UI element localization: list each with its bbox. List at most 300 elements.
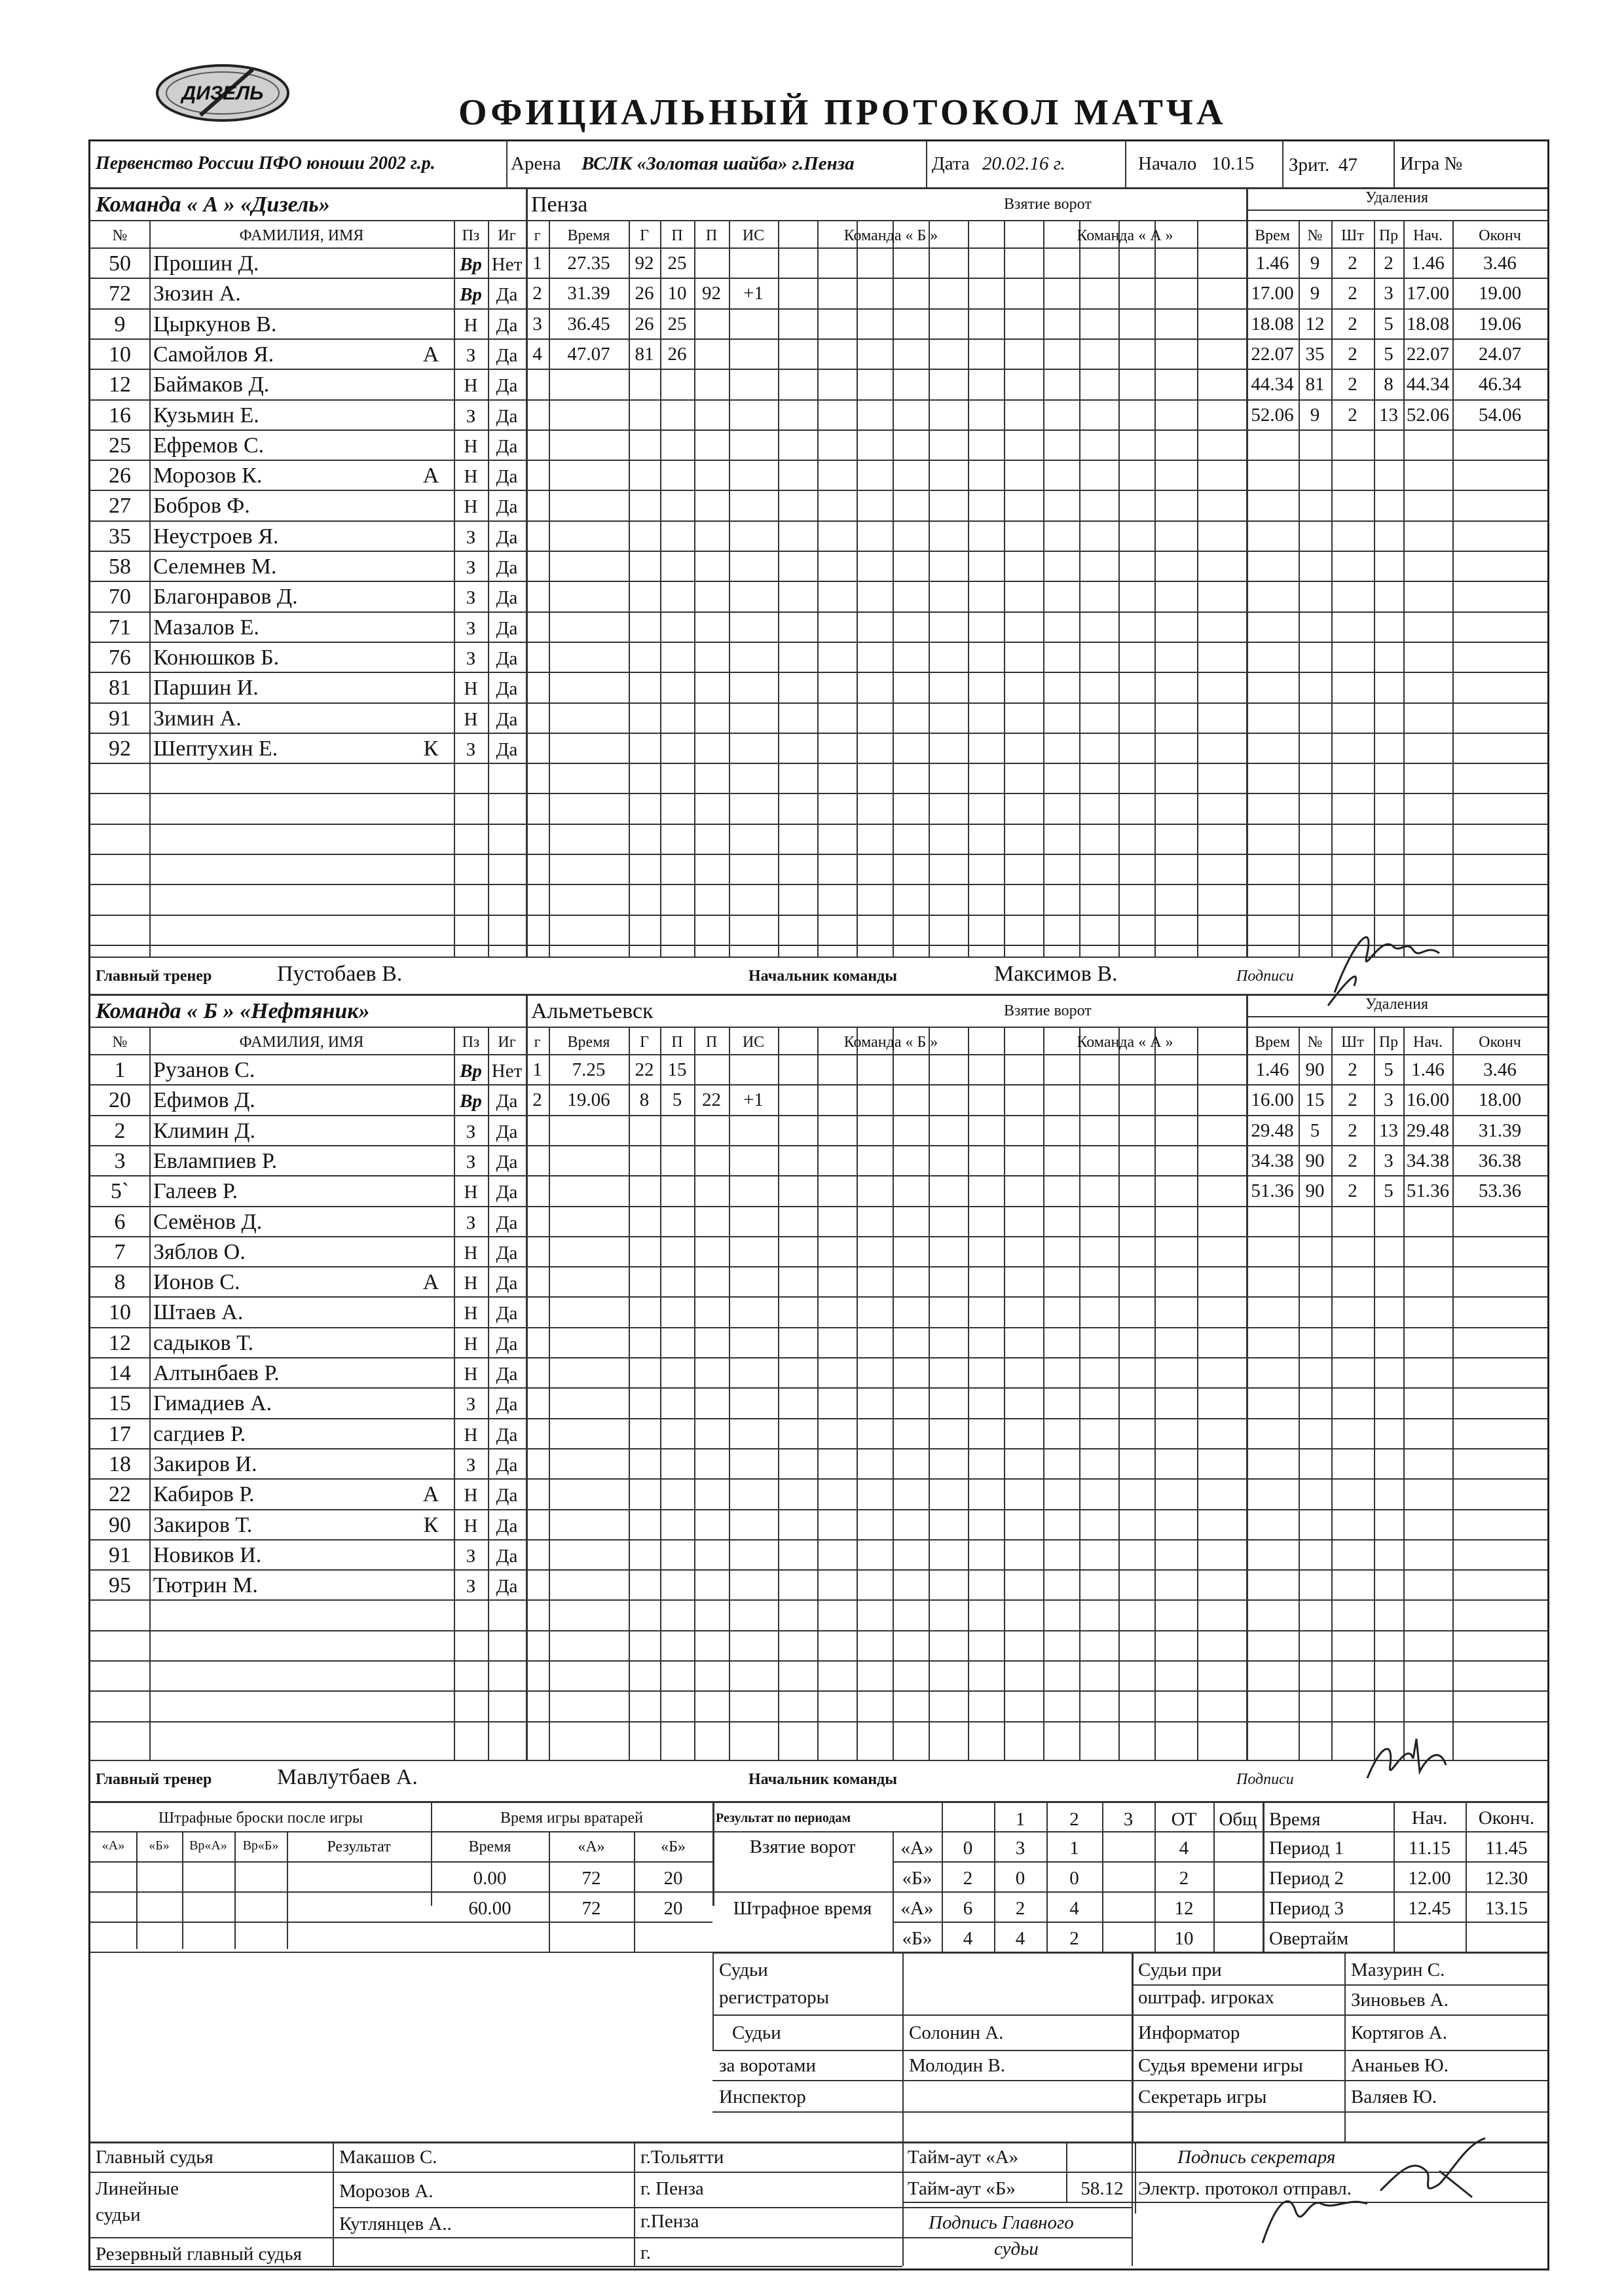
team_a-player-number: 92	[109, 736, 131, 761]
goal-judge-1: Солонин А.	[909, 2022, 1004, 2043]
team_a-player-position: Н	[464, 678, 478, 700]
team_a-player-name: Цыркунов В.	[153, 312, 277, 337]
team_b-player-played: Да	[496, 1454, 518, 1476]
h-line	[90, 1630, 1547, 1631]
v-line	[1004, 220, 1005, 957]
team_a-penalty-end: 24.07	[1478, 343, 1522, 365]
v-line	[712, 1952, 714, 2050]
h-line	[1263, 1831, 1547, 1832]
team_a-col-num-header: №	[112, 227, 128, 244]
team_a-player-played: Да	[496, 405, 518, 427]
team_b-col-played-header: Иг	[498, 1034, 516, 1051]
v-line	[694, 1027, 695, 1760]
team-b-signature	[1354, 1726, 1485, 1791]
team_a-player-played: Да	[496, 314, 518, 336]
team_b-penalty-header: Удаления	[1365, 996, 1429, 1013]
referee-label: Главный судья	[96, 2147, 213, 2168]
h-line	[90, 1115, 1547, 1116]
h-line	[1246, 210, 1547, 211]
team_b-penalty-player: 90	[1305, 1180, 1325, 1202]
team_a-penalty-time: 17.00	[1251, 283, 1294, 304]
linesmen-label: Линейные	[96, 2178, 179, 2199]
team_b-player-name: Алтынбаев Р.	[153, 1361, 280, 1385]
team_a-coach-label: Главный тренер	[96, 968, 212, 985]
team_a-player-position: Вр	[460, 254, 482, 275]
period-goals_a-4: 4	[1179, 1838, 1189, 1859]
h-line	[90, 247, 1547, 249]
team_a-col-pen-end-header: Оконч	[1479, 227, 1521, 244]
team_a-goal-scorer: 26	[635, 313, 654, 335]
team_b-player-number: 20	[109, 1088, 131, 1113]
team_a-player-number: 50	[109, 251, 131, 276]
v-line	[857, 220, 858, 957]
team_a-col-played-header: Иг	[498, 227, 516, 244]
team_b-col-pen-start-header: Нач.	[1412, 1034, 1443, 1051]
period-pim_b-1: 4	[1015, 1928, 1025, 1949]
goals-label: Взятие ворот	[749, 1836, 856, 1857]
team_a-goal-scorer: 26	[635, 283, 654, 304]
h-line	[1132, 2080, 1547, 2081]
team_b-penalty-reason: 3	[1384, 1089, 1393, 1111]
team_b-city: Альметьевск	[531, 999, 654, 1023]
team_a-player-number: 72	[109, 282, 131, 306]
linesman-2-city: г.Пенза	[640, 2211, 699, 2232]
team_b-penalty-time: 16.00	[1251, 1089, 1294, 1111]
team_a-col-pen-time-header: Врем	[1255, 227, 1290, 244]
team_a-penalty-reason: 2	[1384, 253, 1393, 274]
team_b-player-position: Н	[464, 1182, 478, 1203]
h-line	[712, 2050, 1547, 2051]
penalty-box-label-2: оштраф. игроках	[1138, 1987, 1274, 2008]
club-logo	[155, 63, 291, 123]
team_b-penalty-player: 5	[1310, 1120, 1320, 1141]
team_a-penalty-reason: 5	[1384, 343, 1393, 365]
team_b-penalty-player: 15	[1305, 1089, 1325, 1111]
team_a-player-played: Да	[496, 344, 518, 366]
h-line	[90, 2266, 902, 2267]
period-team-label: «Б»	[902, 1928, 932, 1949]
team_a-coach: Пустобаев В.	[277, 962, 403, 986]
team_b-player-number: 1	[114, 1058, 126, 1082]
team_a-player-number: 71	[109, 615, 131, 640]
inspector-label: Инспектор	[719, 2086, 806, 2107]
team_b-goal-strength: +1	[743, 1089, 764, 1111]
h-line	[90, 884, 1547, 885]
team_b-col-time-header: Время	[567, 1034, 610, 1051]
team_b-coach: Мавлутбаев А.	[277, 1765, 418, 1789]
team_b-goal-assist-2: 22	[702, 1089, 721, 1111]
team_b-penalty-end: 18.00	[1478, 1089, 1522, 1111]
h-line	[90, 551, 1547, 552]
team_b-player-number: 95	[109, 1573, 131, 1598]
team_a-penalty-time: 52.06	[1251, 404, 1294, 426]
team_b-col-g-header: г	[534, 1034, 541, 1051]
period-goals_b-4: 2	[1179, 1868, 1189, 1889]
team_a-player-played: Да	[496, 496, 518, 518]
team_b-col-pos-header: Пз	[462, 1034, 480, 1051]
team_a-player-name: Бобров Ф.	[153, 494, 250, 519]
v-line	[1263, 1801, 1264, 1952]
team_a-penalty-end: 54.06	[1478, 404, 1522, 426]
team_a-player-number: 58	[109, 555, 131, 579]
team_b-player-name: Закиров И.	[153, 1451, 257, 1476]
team_b-player-position: З	[466, 1151, 476, 1173]
team_a-penalty-minutes: 2	[1348, 404, 1357, 426]
period-time-end: 13.15	[1485, 1898, 1528, 1919]
team_b-col-name-header: ФАМИЛИЯ, ИМЯ	[239, 1034, 364, 1051]
team_a-penalty-time: 18.08	[1251, 313, 1294, 335]
team_a-player-name: Мазалов Е.	[153, 615, 259, 640]
v-line	[1118, 1027, 1120, 1760]
team_b-penalty-start: 34.38	[1406, 1150, 1450, 1171]
team_a-penalty-end: 19.06	[1478, 313, 1522, 335]
team_b-player-played: Да	[496, 1424, 518, 1446]
team_b-player-played: Да	[496, 1576, 518, 1597]
h-line	[90, 1660, 1547, 1662]
team_a-goal-assist-1: 25	[667, 253, 687, 274]
team_a-col-g-header: г	[534, 227, 541, 244]
team_a-player-position: Н	[464, 708, 478, 730]
team_a-col-goal-header: Г	[640, 227, 649, 244]
h-line	[712, 2080, 1132, 2081]
team_b-goal-index: 2	[532, 1089, 542, 1111]
team_a-goal-index: 4	[532, 343, 542, 365]
secretary: Валяев Ю.	[1351, 2086, 1437, 2107]
team_a-player-position: Вр	[460, 284, 482, 306]
team_b-player-number: 7	[114, 1239, 126, 1264]
period-col-3: ОТ	[1171, 1809, 1197, 1830]
team_b-col-strength-header: ИС	[742, 1034, 765, 1051]
team_a-col-pen-num-header: №	[1307, 227, 1323, 244]
h-line	[90, 1206, 1547, 1207]
registrars-label-2: регистраторы	[719, 1987, 830, 2008]
team_b-player-number: 10	[109, 1300, 131, 1325]
team_b-col-team-b-header: Команда « Б »	[843, 1034, 938, 1051]
team_b-penalty-minutes: 2	[1348, 1120, 1357, 1141]
team_a-player-position: З	[466, 647, 476, 669]
h-line	[90, 399, 1547, 401]
team_a-player-played: Да	[496, 435, 518, 457]
team_b-penalty-reason: 5	[1384, 1180, 1393, 1202]
v-line	[926, 141, 927, 187]
shootout-col_result: Результат	[327, 1838, 391, 1855]
h-line	[90, 490, 1547, 491]
team_b-col-pen-num-header: №	[1307, 1034, 1323, 1051]
team_b-player-played: Да	[496, 1242, 518, 1264]
team_a-player-name: Ефремов С.	[153, 433, 265, 458]
team_a-player-position: З	[466, 405, 476, 427]
h-line	[90, 1569, 1547, 1571]
team_b-player-played: Да	[496, 1212, 518, 1233]
team_b-player-position: Вр	[460, 1061, 482, 1082]
h-line	[90, 854, 1547, 855]
team_b-goal-index: 1	[532, 1059, 542, 1080]
team_b-goal-assist-1: 5	[672, 1089, 682, 1111]
team_a-player-position: З	[466, 617, 476, 639]
team_a-player-position: З	[466, 557, 476, 578]
v-line	[1132, 2141, 1133, 2266]
h-line	[90, 1760, 1547, 1761]
h-line	[1263, 1922, 1547, 1923]
team_b-coach-label: Главный тренер	[96, 1771, 212, 1788]
team_a-player-name: Неустроев Я.	[153, 524, 279, 549]
period-time-end: 11.45	[1485, 1838, 1528, 1859]
team_b-goal-time: 7.25	[572, 1059, 606, 1080]
team_a-penalty-minutes: 2	[1348, 374, 1357, 395]
team_a-goal-index: 2	[532, 283, 542, 304]
h-line	[90, 672, 1547, 673]
team_a-goal-time: 36.45	[567, 313, 610, 335]
team_a-player-number: 27	[109, 494, 131, 519]
v-line	[1132, 1952, 1134, 2141]
team_b-player-name: Евлампиев Р.	[153, 1148, 278, 1173]
team_a-goal-scorer: 92	[635, 253, 654, 274]
team_b-penalty-end: 53.36	[1478, 1180, 1522, 1202]
v-line	[333, 2141, 334, 2266]
h-line	[712, 1891, 1263, 1893]
gk-row-b: 20	[663, 1898, 683, 1919]
team-a-signature	[1315, 914, 1485, 1012]
h-line	[90, 793, 1547, 794]
v-line	[694, 220, 695, 957]
team_a-penalty-reason: 8	[1384, 374, 1393, 395]
period-team-label: «А»	[900, 1898, 934, 1919]
team_b-player-played: Да	[496, 1515, 518, 1537]
team_b-player-position: Н	[464, 1273, 478, 1294]
gk-time-title: Время игры вратарей	[500, 1810, 643, 1827]
team_b-player-name: Кабиров Р.	[153, 1482, 255, 1507]
h-line	[90, 1721, 1547, 1722]
team_b-player-played: Да	[496, 1151, 518, 1173]
team_b-penalty-start: 51.36	[1406, 1180, 1450, 1202]
period-goals_b-0: 2	[963, 1868, 973, 1889]
team_a-penalty-header: Удаления	[1365, 189, 1429, 206]
team_a-col-team-b-header: Команда « Б »	[843, 227, 938, 244]
h-line	[90, 429, 1547, 431]
team_a-player-position: Н	[464, 314, 478, 336]
team_a-penalty-start: 44.34	[1406, 374, 1450, 395]
team_b-penalty-start: 16.00	[1406, 1089, 1450, 1111]
team_b-penalty-minutes: 2	[1348, 1089, 1357, 1111]
pt-col-time: Время	[1269, 1809, 1321, 1830]
reserve-referee-label: Резервный главный судья	[96, 2244, 302, 2265]
h-line	[90, 763, 1547, 764]
start-label: Начало	[1138, 153, 1197, 174]
team_b-player-name: Климин Д.	[153, 1118, 255, 1143]
shootout-col_a: «А»	[101, 1838, 125, 1853]
team_a-col-assist1-header: П	[671, 227, 683, 244]
gk-row-b: 20	[663, 1868, 683, 1889]
team_a-goal-time: 27.35	[567, 253, 610, 274]
team_b-player-position: Н	[464, 1485, 478, 1506]
h-line	[90, 369, 1547, 370]
team_b-penalty-time: 34.38	[1251, 1150, 1294, 1171]
h-line	[712, 1952, 1547, 1954]
h-line	[712, 2014, 1132, 2016]
h-line	[90, 1357, 1547, 1358]
team_a-player-position: З	[466, 587, 476, 609]
team_a-penalty-start: 52.06	[1406, 404, 1450, 426]
team_a-player-name: Конюшков Б.	[153, 645, 280, 670]
team_a-player-played: Да	[496, 708, 518, 730]
team_a-penalty-minutes: 2	[1348, 343, 1357, 365]
pim-label: Штрафное время	[733, 1898, 872, 1919]
h-line	[90, 611, 1547, 613]
gk-col-b: «Б»	[661, 1838, 686, 1855]
team_a-penalty-minutes: 2	[1348, 253, 1357, 274]
v-line	[817, 1027, 819, 1760]
v-line	[778, 220, 779, 957]
team_b-goal-header: Взятие ворот	[1004, 1002, 1092, 1019]
team_b-player-name: Рузанов С.	[153, 1058, 255, 1082]
team_b-player-role: А	[422, 1270, 439, 1295]
team_a-penalty-time: 22.07	[1251, 343, 1294, 365]
team_b-player-position: Н	[464, 1515, 478, 1537]
team_a-player-number: 12	[109, 373, 131, 397]
gk-col-a: «А»	[578, 1838, 605, 1855]
team_b-player-name: Ефимов Д.	[153, 1088, 255, 1113]
team_a-player-role: А	[422, 464, 439, 488]
h-line	[90, 2141, 1547, 2143]
team_b-penalty-time: 51.36	[1251, 1180, 1294, 1202]
period-goals_a-1: 3	[1015, 1838, 1025, 1859]
gk-col-time: Время	[468, 1838, 511, 1855]
team_b-player-role: А	[422, 1482, 439, 1507]
team_b-player-name: Семёнов Д.	[153, 1209, 263, 1234]
team_a-penalty-player: 9	[1310, 404, 1320, 426]
team_b-player-number: 12	[109, 1330, 131, 1355]
informer: Кортягов А.	[1351, 2022, 1447, 2043]
period-team-label: «Б»	[902, 1868, 932, 1889]
team_a-goal-time: 47.07	[567, 343, 610, 365]
penalty-box-2: Зиновьев А.	[1351, 1990, 1449, 2011]
h-line	[90, 1266, 1547, 1267]
team_b-player-name: Зяблов О.	[153, 1239, 246, 1264]
team_b-title: Команда « Б » «Нефтяник»	[96, 999, 370, 1023]
period-pim_b-2: 2	[1069, 1928, 1079, 1949]
v-line	[629, 1027, 630, 1760]
team_a-player-name: Прошин Д.	[153, 251, 259, 276]
h-line	[90, 642, 1547, 643]
chief-referee-signature	[1249, 2178, 1380, 2250]
game-number-label: Игра №	[1400, 153, 1463, 174]
h-line	[90, 1801, 1547, 1803]
team_b-player-position: З	[466, 1394, 476, 1415]
v-line	[506, 141, 507, 187]
goal-judges-label: Судьи	[732, 2022, 781, 2043]
h-line	[90, 1448, 1547, 1449]
team_b-player-position: Н	[464, 1424, 478, 1446]
v-line	[778, 1027, 779, 1760]
reserve-referee-city: г.	[640, 2242, 651, 2263]
team_b-player-played: Да	[496, 1303, 518, 1324]
gk-row-a: 72	[581, 1898, 601, 1919]
period-time-label: Овертайм	[1269, 1928, 1349, 1949]
v-line	[1079, 220, 1080, 957]
team_a-player-name: Баймаков Д.	[153, 373, 270, 397]
team_a-player-number: 35	[109, 524, 131, 549]
team_a-goal-assist-2: 92	[702, 283, 721, 304]
team_a-goal-strength: +1	[743, 283, 764, 304]
team_b-player-number: 5`	[110, 1179, 130, 1204]
period-col-1: 2	[1069, 1809, 1079, 1830]
team_b-player-position: З	[466, 1545, 476, 1567]
team_b-player-number: 15	[109, 1391, 131, 1416]
period-pim_a-2: 4	[1069, 1898, 1079, 1919]
team_a-player-number: 70	[109, 585, 131, 610]
v-line	[893, 220, 894, 957]
chief-sign-label: Подпись Главного	[929, 2212, 1074, 2233]
h-line	[90, 1922, 712, 1923]
team_a-goal-index: 3	[532, 313, 542, 335]
spectators-label: Зрит.	[1289, 155, 1330, 175]
team_b-penalty-reason: 13	[1379, 1120, 1398, 1141]
pt-col-end: Оконч.	[1478, 1808, 1535, 1829]
team_a-player-position: З	[466, 526, 476, 548]
team_a-penalty-player: 9	[1310, 283, 1320, 304]
team_a-goal-assist-1: 26	[667, 343, 687, 365]
h-line	[893, 1861, 1263, 1863]
team_b-goal-time: 19.06	[567, 1089, 610, 1111]
team_a-penalty-reason: 3	[1384, 283, 1393, 304]
team_a-player-played: Да	[496, 375, 518, 397]
team_b-col-goal-header: Г	[640, 1034, 649, 1051]
v-line	[929, 220, 930, 957]
team_a-penalty-end: 46.34	[1478, 374, 1522, 395]
team_b-player-played: Да	[496, 1182, 518, 1203]
team_b-player-played: Да	[496, 1364, 518, 1385]
team_b-player-position: Вр	[460, 1091, 482, 1112]
period-col-2: 3	[1123, 1809, 1134, 1830]
team_a-player-name: Селемнев М.	[153, 555, 277, 579]
h-line	[333, 2207, 1132, 2208]
v-line	[1197, 220, 1198, 957]
team_a-title: Команда « А » «Дизель»	[96, 192, 330, 217]
team_a-player-number: 9	[114, 312, 126, 337]
team_a-player-name: Морозов К.	[153, 464, 263, 488]
team_b-player-number: 90	[109, 1512, 131, 1537]
team_b-player-name: Ионов С.	[153, 1270, 240, 1295]
h-line	[90, 1387, 1547, 1389]
team_a-penalty-player: 35	[1305, 343, 1325, 365]
team_a-manager: Максимов В.	[994, 962, 1118, 986]
team_a-penalty-player: 12	[1305, 313, 1325, 335]
period-pim_b-4: 10	[1174, 1928, 1194, 1949]
h-line	[1132, 1984, 1547, 1986]
h-line	[712, 2111, 1547, 2113]
team_a-penalty-player: 9	[1310, 253, 1320, 274]
team_a-player-name: Кузьмин Е.	[153, 403, 259, 428]
team_a-player-played: Да	[496, 738, 518, 760]
team_b-player-name: Галеев Р.	[153, 1179, 238, 1204]
team_a-player-number: 81	[109, 676, 131, 701]
h-line	[90, 187, 1547, 189]
h-line	[90, 1478, 1547, 1480]
team_a-manager-label: Начальник команды	[748, 968, 898, 985]
shootout-col_b: «Б»	[149, 1838, 170, 1853]
v-line	[729, 220, 730, 957]
team_b-col-team-a-header: Команда « А »	[1077, 1034, 1173, 1051]
h-line	[90, 1690, 1547, 1692]
team_b-player-number: 8	[114, 1270, 126, 1295]
v-line	[1154, 1027, 1156, 1760]
h-line	[712, 1831, 1263, 1832]
team_b-player-number: 91	[109, 1542, 131, 1567]
team_b-player-played: Да	[496, 1485, 518, 1506]
h-line	[90, 1054, 1547, 1055]
championship: Первенство России ПФО юноши 2002 г.р.	[96, 153, 435, 173]
team_b-player-role: К	[423, 1512, 439, 1537]
